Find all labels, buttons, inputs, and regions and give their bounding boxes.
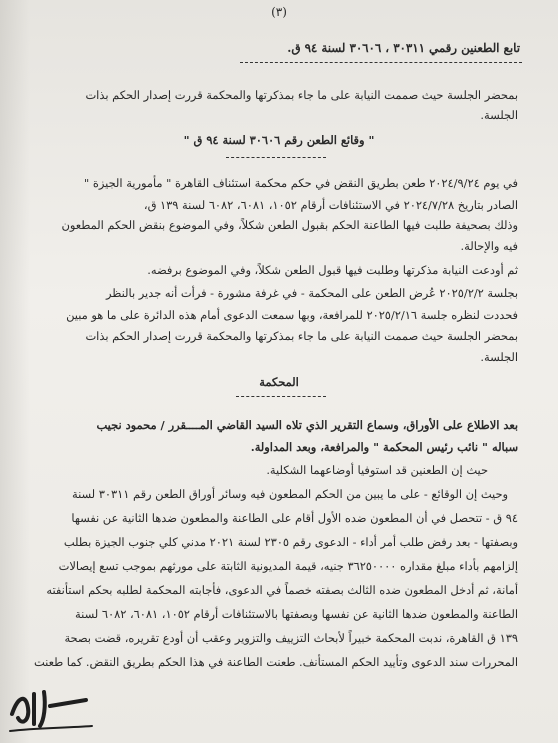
- paragraph-line: الصادر بتاريخ ٢٠٢٤/٧/٢٨ في الاستئنافات أرقام ١٠٥٢، ٦٠٨١، ٦٠٨٢ لسنة ١٣٩ ق،: [143, 198, 518, 212]
- paragraph-line: بعد الاطلاع على الأوراق، وسماع التقرير الذي تلاه السيد القاضي المــــقرر / محمود نجيب: [96, 418, 518, 432]
- paragraph-line: بجلسة ٢٠٢٥/٢/٢ عُرض الطعن على المحكمة - في غرفة مشورة - فرأت أنه جدير بالنظر: [105, 286, 518, 300]
- paragraph-line: فيه والإحالة.: [460, 239, 518, 253]
- court-heading: المحكمة: [259, 375, 299, 389]
- paragraph-line: سباله " نائب رئيس المحكمة " والمرافعة، وبعد المداولة.: [250, 440, 518, 454]
- paragraph-line: وذلك بصحيفة طلبت فيها الطاعنة الحكم بقبول الطعن شكلاً، وفي الموضوع بنقض الحكم المطعون: [61, 218, 518, 232]
- paragraph-line: ثم أودعت النيابة مذكرتها وطلبت فيها قبول الطعن شكلاً، وفي الموضوع برفضه.: [147, 263, 518, 277]
- paragraph-line: الجلسة.: [480, 350, 518, 364]
- header-underline: [240, 62, 522, 63]
- section-title: " وقائع الطعن رقم ٣٠٦٠٦ لسنة ٩٤ ق ": [183, 133, 375, 147]
- paragraph-line: وحيث إن الوقائع - على ما يبين من الحكم المطعون فيه وسائر أوراق الطعن رقم ٣٠٣١١ لسنة: [71, 487, 508, 501]
- paragraph-line: الجلسة.: [480, 108, 518, 122]
- paragraph-line: الطاعنة والمطعون ضدها الثانية عن نفسها وبصفتها بالاستئنافات أرقام ١٠٥٢، ٦٠٨١، ٦٠٨٢ لسنة: [75, 607, 518, 621]
- paragraph-line: ١٣٩ ق القاهرة، ندبت المحكمة خبيراً لأبحاث التزييف والتزوير وعقب أن أودع تقريره، قضت بصحة: [64, 631, 518, 645]
- paragraph-line: المحررات سند الدعوى وتأييد الحكم المستأنف. طعنت الطاعنة في هذا الحكم بطريق النقض. كما طعنت: [33, 655, 518, 669]
- paragraph-line: إلزامهم بأداء مبلغ مقداره ٣٦٢٥٠٠٠٠ جنيه، قيمة المديونية الثابتة على مورثهم بموجب تسع إيصالات: [58, 559, 518, 573]
- paragraph-line: فحددت لنظره جلسة ٢٠٢٥/٢/١٦ للمرافعة، وبها سمعت الدعوى أمام هذه الدائرة على ما هو مبين: [66, 308, 518, 322]
- paragraph-line: بمحضر الجلسة حيث صممت النيابة على ما جاء بمذكرتها والمحكمة قررت إصدار الحكم بذات: [85, 329, 518, 343]
- section-separator: [226, 157, 326, 158]
- paragraph-line: أمانة، ثم أدخل المطعون ضده الثالث بصفته خصماً في الدعوى، فأجابته المحكمة لطلبه بحكم استأنفته: [46, 583, 518, 597]
- handwritten-signature: [4, 676, 96, 736]
- page-number: (٣): [271, 5, 287, 19]
- paragraph-line: ٩٤ ق - تتحصل في أن المطعون ضده الأول أقام على الطاعنة والمطعون ضدها الثانية عن نفسها: [71, 511, 518, 525]
- paragraph-line: بمحضر الجلسة حيث صممت النيابة على ما جاء بمذكرتها والمحكمة قررت إصدار الحكم بذات: [85, 88, 518, 102]
- page-shadow: [0, 0, 30, 743]
- paragraph-line: حيث إن الطعنين قد استوفيا أوضاعهما الشكلية.: [266, 463, 488, 477]
- heading-separator: [236, 396, 326, 397]
- paragraph-line: في يوم ٢٠٢٤/٩/٢٤ طعن بطريق النقض في حكم محكمة استئناف القاهرة " مأمورية الجيزة ": [84, 176, 518, 190]
- continuation-header: تابع الطعنين رقمي ٣٠٣١١ ، ٣٠٦٠٦ لسنة ٩٤ ق.: [287, 41, 520, 55]
- paragraph-line: وبصفتها - بعد رفض طلب أمر أداء - الدعوى رقم ٢٣٠٥ لسنة ٢٠٢١ مدني كلي جنوب الجيزة بطلب: [63, 535, 518, 549]
